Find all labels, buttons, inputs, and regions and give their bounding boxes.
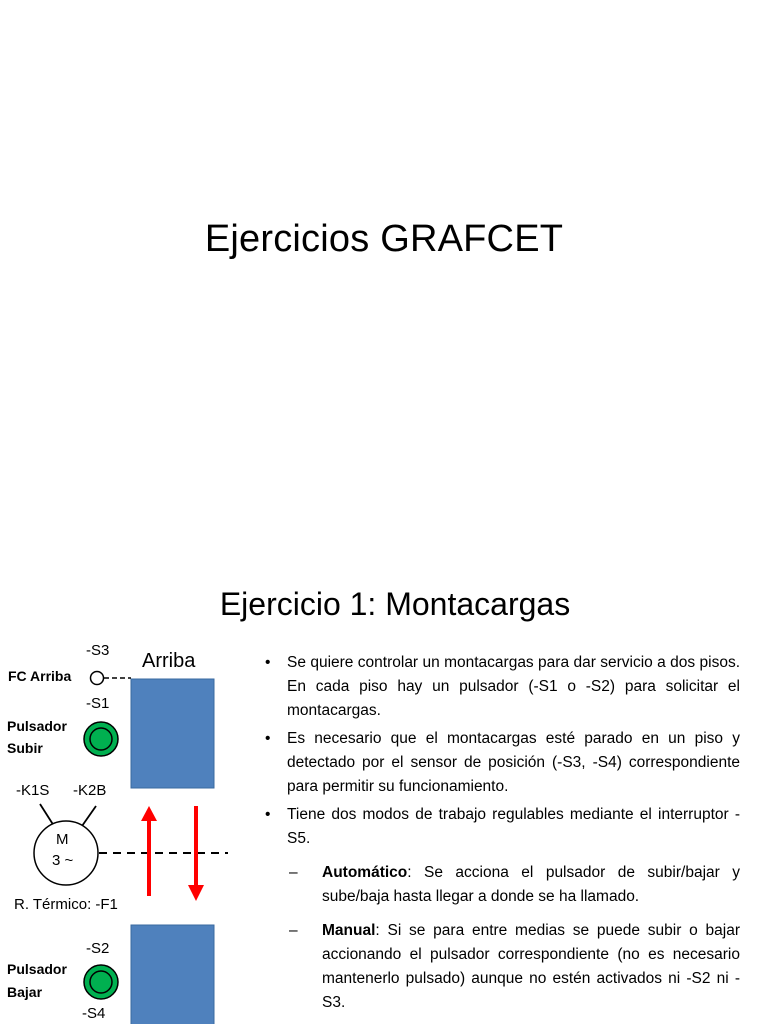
bullet-text: Es necesario que el montacargas esté parado en un piso y detectado por el sensor de posición (-S3, -S4) correspondiente para permitir su funcionamiento. (287, 730, 740, 795)
lower-cabin (131, 925, 214, 1024)
limit-switch-s3-icon (91, 672, 104, 685)
label-s3: -S3 (86, 642, 110, 659)
label-arriba: Arriba (142, 650, 196, 672)
push-button-up-icon (84, 722, 118, 756)
exercise-title: Ejercicio 1: Montacargas (219, 586, 571, 622)
bullet-text: Tiene dos modos de trabajo regulables mediante el interruptor -S5. (287, 806, 740, 847)
bullet-icon: • (265, 730, 271, 747)
subbullet-text: : Se acciona el pulsador de subir/bajar y sube/baja hasta llegar a donde se ha llamado. (322, 864, 740, 905)
label-motor-m: M (56, 831, 69, 848)
label-k2b: -K2B (73, 782, 107, 799)
subbullet-item (263, 861, 740, 909)
bullet-item (263, 651, 740, 723)
label-pulsador-subir-2: Subir (7, 740, 43, 756)
arrow-up-icon (141, 806, 157, 896)
push-button-down-icon (84, 965, 118, 999)
label-fc-arriba: FC Arriba (8, 668, 72, 684)
slide-title: Ejercicios GRAFCET (204, 218, 564, 260)
label-pulsador-bajar-1: Pulsador (7, 961, 67, 977)
exercise-slide (0, 576, 768, 1024)
label-rele-termico: R. Térmico: -F1 (14, 896, 118, 913)
dash-icon: – (289, 922, 298, 939)
label-s2: -S2 (86, 940, 110, 957)
bullet-list (263, 651, 740, 1019)
bullet-text: Se quiere controlar un montacargas para dar servicio a dos pisos. En cada piso hay un pulsador (-S1 o -S2) para solicitar el montacargas. (287, 654, 740, 719)
dash-icon: – (289, 864, 298, 881)
label-s1: -S1 (86, 695, 110, 712)
bullet-icon: • (265, 654, 271, 671)
subbullet-item (263, 919, 740, 1015)
label-s4: -S4 (82, 1005, 106, 1022)
upper-cabin (131, 679, 214, 788)
subbullet-text: : Si se para entre medias se puede subir o bajar accionando el pulsador correspondiente (no es necesario mantenerlo pulsado) aunque no estén activados ni -S2 ni -S3. (322, 922, 740, 1011)
bullet-item (263, 803, 740, 851)
elevator-diagram (0, 576, 260, 1024)
subbullet-keyword: Manual (322, 922, 376, 939)
label-pulsador-bajar-2: Bajar (7, 984, 43, 1000)
subbullet-keyword: Automático (322, 864, 408, 881)
label-pulsador-subir-1: Pulsador (7, 718, 67, 734)
bullet-item (263, 727, 740, 799)
label-k1s: -K1S (16, 782, 50, 799)
bullet-icon: • (265, 806, 271, 823)
label-motor-3phase: 3 ~ (52, 852, 74, 869)
